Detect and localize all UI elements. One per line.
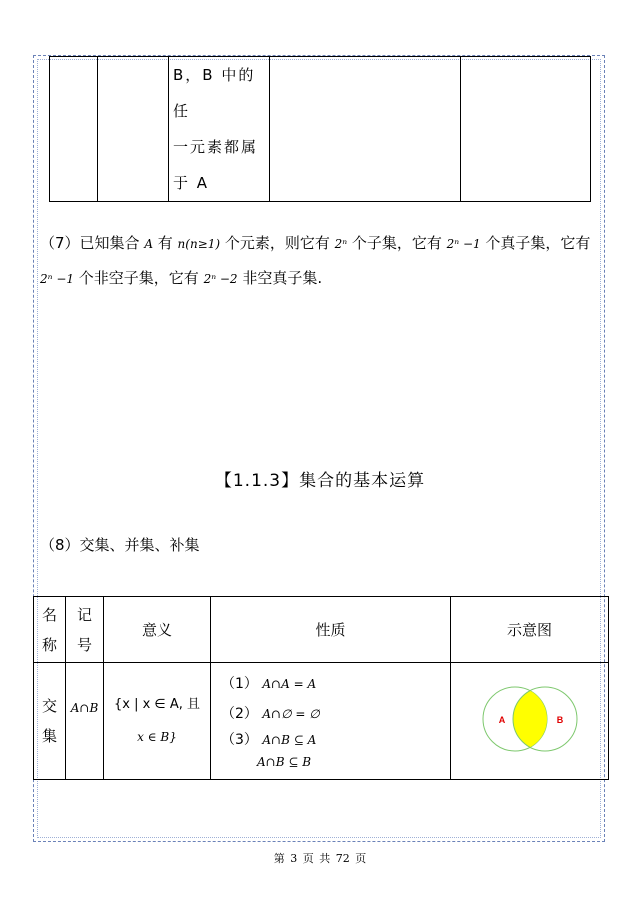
item7-nonempty: 个非空子集，它有 (74, 269, 204, 287)
page-footer: 第 3 页 共 72 页 (273, 852, 367, 865)
item7-prefix: （7）已知集合 (40, 234, 145, 252)
prop-3-expr: A∩B ⊆ A (262, 733, 317, 747)
header-properties: 性质 (211, 597, 451, 663)
continued-cell-3 (169, 57, 270, 202)
header-diagram: 示意图 (451, 597, 609, 663)
prop-1-expr: A∩A = A (262, 677, 317, 691)
continued-cell-1 (50, 57, 98, 202)
prop-2-expr: A∩∅ = ∅ (262, 707, 320, 721)
item7-has: 有 (152, 234, 178, 252)
item7-proper: 个真子集，它有 (480, 234, 591, 252)
item7-pow2: 2ⁿ −1 (446, 237, 481, 251)
header-symbol-2: 号 (76, 635, 92, 654)
continued-line-1: B，B 中的任 (173, 66, 256, 120)
intersection-name-1: 交 (41, 697, 57, 715)
intersection-prop-3 (221, 729, 450, 751)
venn-diagram (470, 679, 590, 759)
continued-line-3: 于 A (173, 174, 210, 192)
continued-cell-4 (270, 57, 461, 202)
continued-table (49, 56, 591, 202)
item7-line-1 (40, 233, 610, 254)
item7-elements: 个元素，则它有 (220, 234, 335, 252)
intersection-properties (211, 663, 451, 780)
item8-heading: （8）交集、并集、补集 (40, 536, 200, 554)
continued-line-2: 一元素都属 (173, 138, 259, 156)
item7-set: A (144, 237, 153, 251)
venn-label-b: B (556, 715, 563, 725)
item7-pow1: 2ⁿ (334, 237, 348, 251)
intersection-name-2: 集 (41, 727, 57, 745)
intersection-diagram-cell (451, 663, 609, 780)
section-heading: 【1.1.3】集合的基本运算 (214, 471, 426, 491)
intersection-prop-3b (221, 751, 450, 773)
header-name-1: 名 (41, 605, 57, 624)
set-operations-table (33, 596, 609, 780)
intersection-meaning-2: x ∈ B} (137, 730, 177, 744)
header-meaning: 意义 (104, 597, 211, 663)
intersection-symbol: A∩B (70, 701, 99, 715)
prop-3b-expr: A∩B ⊆ B (257, 755, 312, 769)
item7-pow3: 2ⁿ −1 (40, 272, 75, 286)
intersection-row (34, 663, 609, 780)
intersection-meaning-1: {x | x ∈ A, 且 (113, 697, 201, 712)
item7-subsets: 个子集，它有 (347, 234, 447, 252)
intersection-name (34, 663, 66, 780)
continued-cell-2 (98, 57, 169, 202)
prop-1-num: （1） (221, 676, 258, 692)
header-symbol (66, 597, 104, 663)
prop-2-num: （2） (221, 706, 258, 722)
item7-n: n(n≥1) (177, 237, 221, 251)
intersection-meaning (104, 663, 211, 780)
item7-pow4: 2ⁿ −2 (203, 272, 238, 286)
venn-label-a: A (498, 715, 505, 725)
item7-line-2 (40, 268, 610, 289)
ops-header-row (34, 597, 609, 663)
header-name-2: 称 (41, 635, 57, 654)
intersection-prop-1 (221, 669, 450, 699)
prop-3-num: （3） (221, 732, 258, 748)
header-symbol-1: 记 (76, 605, 92, 624)
continued-cell-5 (461, 57, 591, 202)
item7-nonempty-proper: 非空真子集. (237, 269, 323, 287)
intersection-symbol-cell (66, 663, 104, 780)
intersection-prop-2 (221, 699, 450, 729)
header-name (34, 597, 66, 663)
